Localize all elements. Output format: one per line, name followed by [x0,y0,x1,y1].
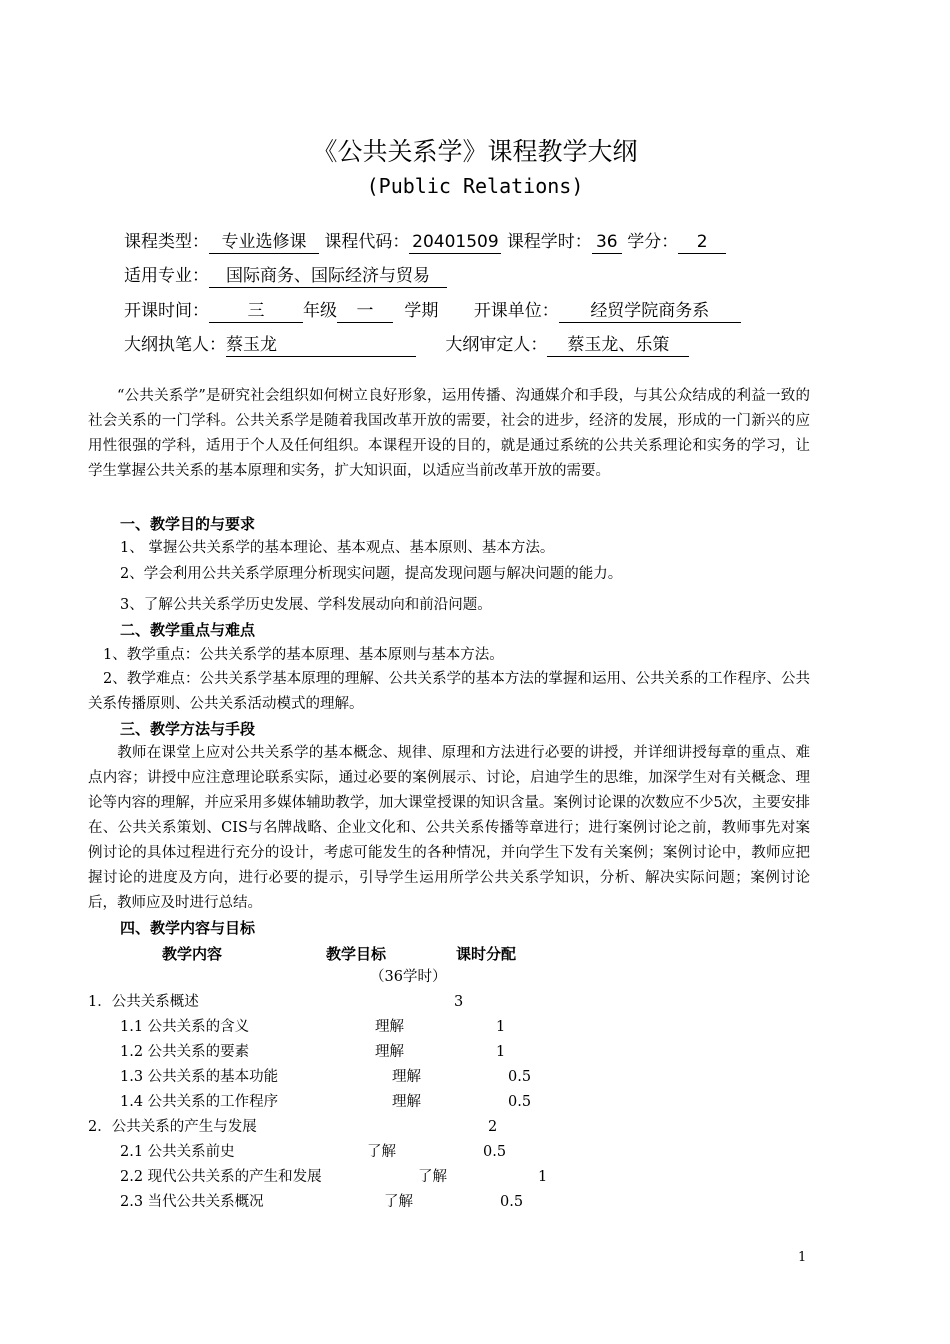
table-row-hours: 1 [496,1019,506,1035]
author-value: 蔡玉龙 [226,334,416,357]
major-label: 适用专业： [124,266,209,286]
year-value: 三 [209,300,303,323]
table-row-hours: 1 [496,1044,506,1060]
course-type-value: 专业选修课 [209,231,319,254]
sec3-paragraph [88,741,810,916]
table-row-goal: 理解 [375,1019,404,1035]
table-row-hours: 0.5 [500,1194,524,1210]
reviewer-value: 蔡玉龙、乐策 [547,334,689,357]
term-label: 学期 [404,301,439,321]
sec1-item-2: 2、学会利用公共关系学原理分析现实问题，提高发现问题与解决问题的能力。 [120,566,623,582]
author-label: 大纲执笔人： [124,335,226,355]
total-hours: （36学时） [370,969,447,985]
table-row-content: 2.3 当代公共关系概况 [120,1194,264,1210]
table-row-content: 1．公共关系概述 [88,994,199,1010]
info-line-authors [124,330,689,357]
info-line-schedule [124,296,741,323]
unit-value: 经贸学院商务系 [559,300,741,323]
table-row-goal: 了解 [384,1194,413,1210]
info-line-course [124,227,726,254]
table-row-content: 1.4 公共关系的工作程序 [120,1094,279,1110]
course-code-value: 20401509 [409,231,501,254]
section-4-heading: 四、教学内容与目标 [120,919,256,937]
sec2-point-1: 1、教学重点：公共关系学的基本原理、基本原则与基本方法。 [103,647,504,663]
table-row-goal: 理解 [392,1069,421,1085]
sec1-item-1: 1、 掌握公共关系学的基本理论、基本观点、基本原则、基本方法。 [120,540,555,556]
column-header-goal: 教学目标 [326,945,387,963]
section-1-heading: 一、教学目的与要求 [120,515,256,533]
course-hours-label: 课程学时： [506,232,592,252]
table-row-hours: 0.5 [483,1144,507,1160]
table-row-content: 2.1 公共关系前史 [120,1144,235,1160]
sec3-text: 教师在课堂上应对公共关系学的基本概念、规律、原理和方法进行必要的讲授，并详细讲授每章的重点、难点内容；讲授中应注意理论联系实际，通过必要的案例展示、讨论，启迪学生的思维，加深学生对有关概念、理论等内容的理解，并应采用多媒体辅助教学，加大课堂授课的知识含量。案例讨论课的次数应不少5次，主要安排在、公共关系策划、CIS与名牌战略、企业文化和、公共关系传播等章进行；进行案例讨论之前，教师事先对案例讨论的具体过程进行充分的设计，考虑可能发生的各种情况，并向学生下发有关案例；案例讨论中，教师应把握讨论的进度及方向，进行必要的提示，引导学生运用所学公共关系学知识，分析、解决实际问题；案例讨论后，教师应及时进行总结。 [88,745,810,911]
table-row-content: 1.1 公共关系的含义 [120,1019,250,1035]
column-header-content: 教学内容 [162,945,223,963]
column-header-hours: 课时分配 [456,945,517,963]
table-row-goal: 了解 [418,1169,447,1185]
credit-value: 2 [678,231,726,254]
course-hours-value: 36 [592,231,622,254]
credit-label: 学分： [627,232,679,252]
table-row-content: 1.2 公共关系的要素 [120,1044,250,1060]
table-row-hours: 3 [454,994,464,1010]
reviewer-label: 大纲审定人： [445,335,548,355]
table-row-hours: 0.5 [508,1069,532,1085]
intro-text: “公共关系学”是研究社会组织如何树立良好形象，运用传播、沟通媒介和手段，与其公众结成的利益一致的社会关系的一门学科。公共关系学是随着我国改革开放的需要，社会的进步，经济的发展，形成的一门新兴的应用性很强的学科，适用于个人及任何组织。本课程开设的目的，就是通过系统的公共关系理论和实务的学习，让学生掌握公共关系的基本原理和实务，扩大知识面，以适应当前改革开放的需要。 [88,388,810,479]
table-row-hours: 2 [488,1119,498,1135]
info-line-major [124,261,447,288]
unit-label: 开课单位： [473,301,559,321]
table-row-goal: 理解 [375,1044,404,1060]
sec1-item-3: 3、了解公共关系学历史发展、学科发展动向和前沿问题。 [120,597,492,613]
table-row-goal: 了解 [367,1144,396,1160]
document-subtitle: (Public Relations) [366,174,584,198]
intro-paragraph [88,384,810,484]
table-row-content: 2.2 现代公共关系的产生和发展 [120,1169,322,1185]
course-code-label: 课程代码： [324,232,410,252]
time-label: 开课时间： [124,301,209,321]
table-row-hours: 0.5 [508,1094,532,1110]
table-row-hours: 1 [538,1169,548,1185]
sec2-point-2 [88,667,810,717]
table-row-goal: 理解 [392,1094,421,1110]
document-title: 《公共关系学》课程教学大纲 [312,137,638,166]
sec2-point-2-text: 2、教学难点：公共关系学基本原理的理解、公共关系学的基本方法的掌握和运用、公共关系的工作程序、公共关系传播原则、公共关系活动模式的理解。 [88,671,810,712]
major-value: 国际商务、国际经济与贸易 [209,265,447,288]
section-2-heading: 二、教学重点与难点 [120,621,256,639]
course-type-label: 课程类型： [124,232,209,252]
table-row-content: 1.3 公共关系的基本功能 [120,1069,279,1085]
table-row-content: 2．公共关系的产生与发展 [88,1119,257,1135]
section-3-heading: 三、教学方法与手段 [120,720,256,738]
term-value: 一 [337,300,393,323]
year-label: 年级 [303,301,337,321]
page-number: 1 [798,1250,807,1265]
